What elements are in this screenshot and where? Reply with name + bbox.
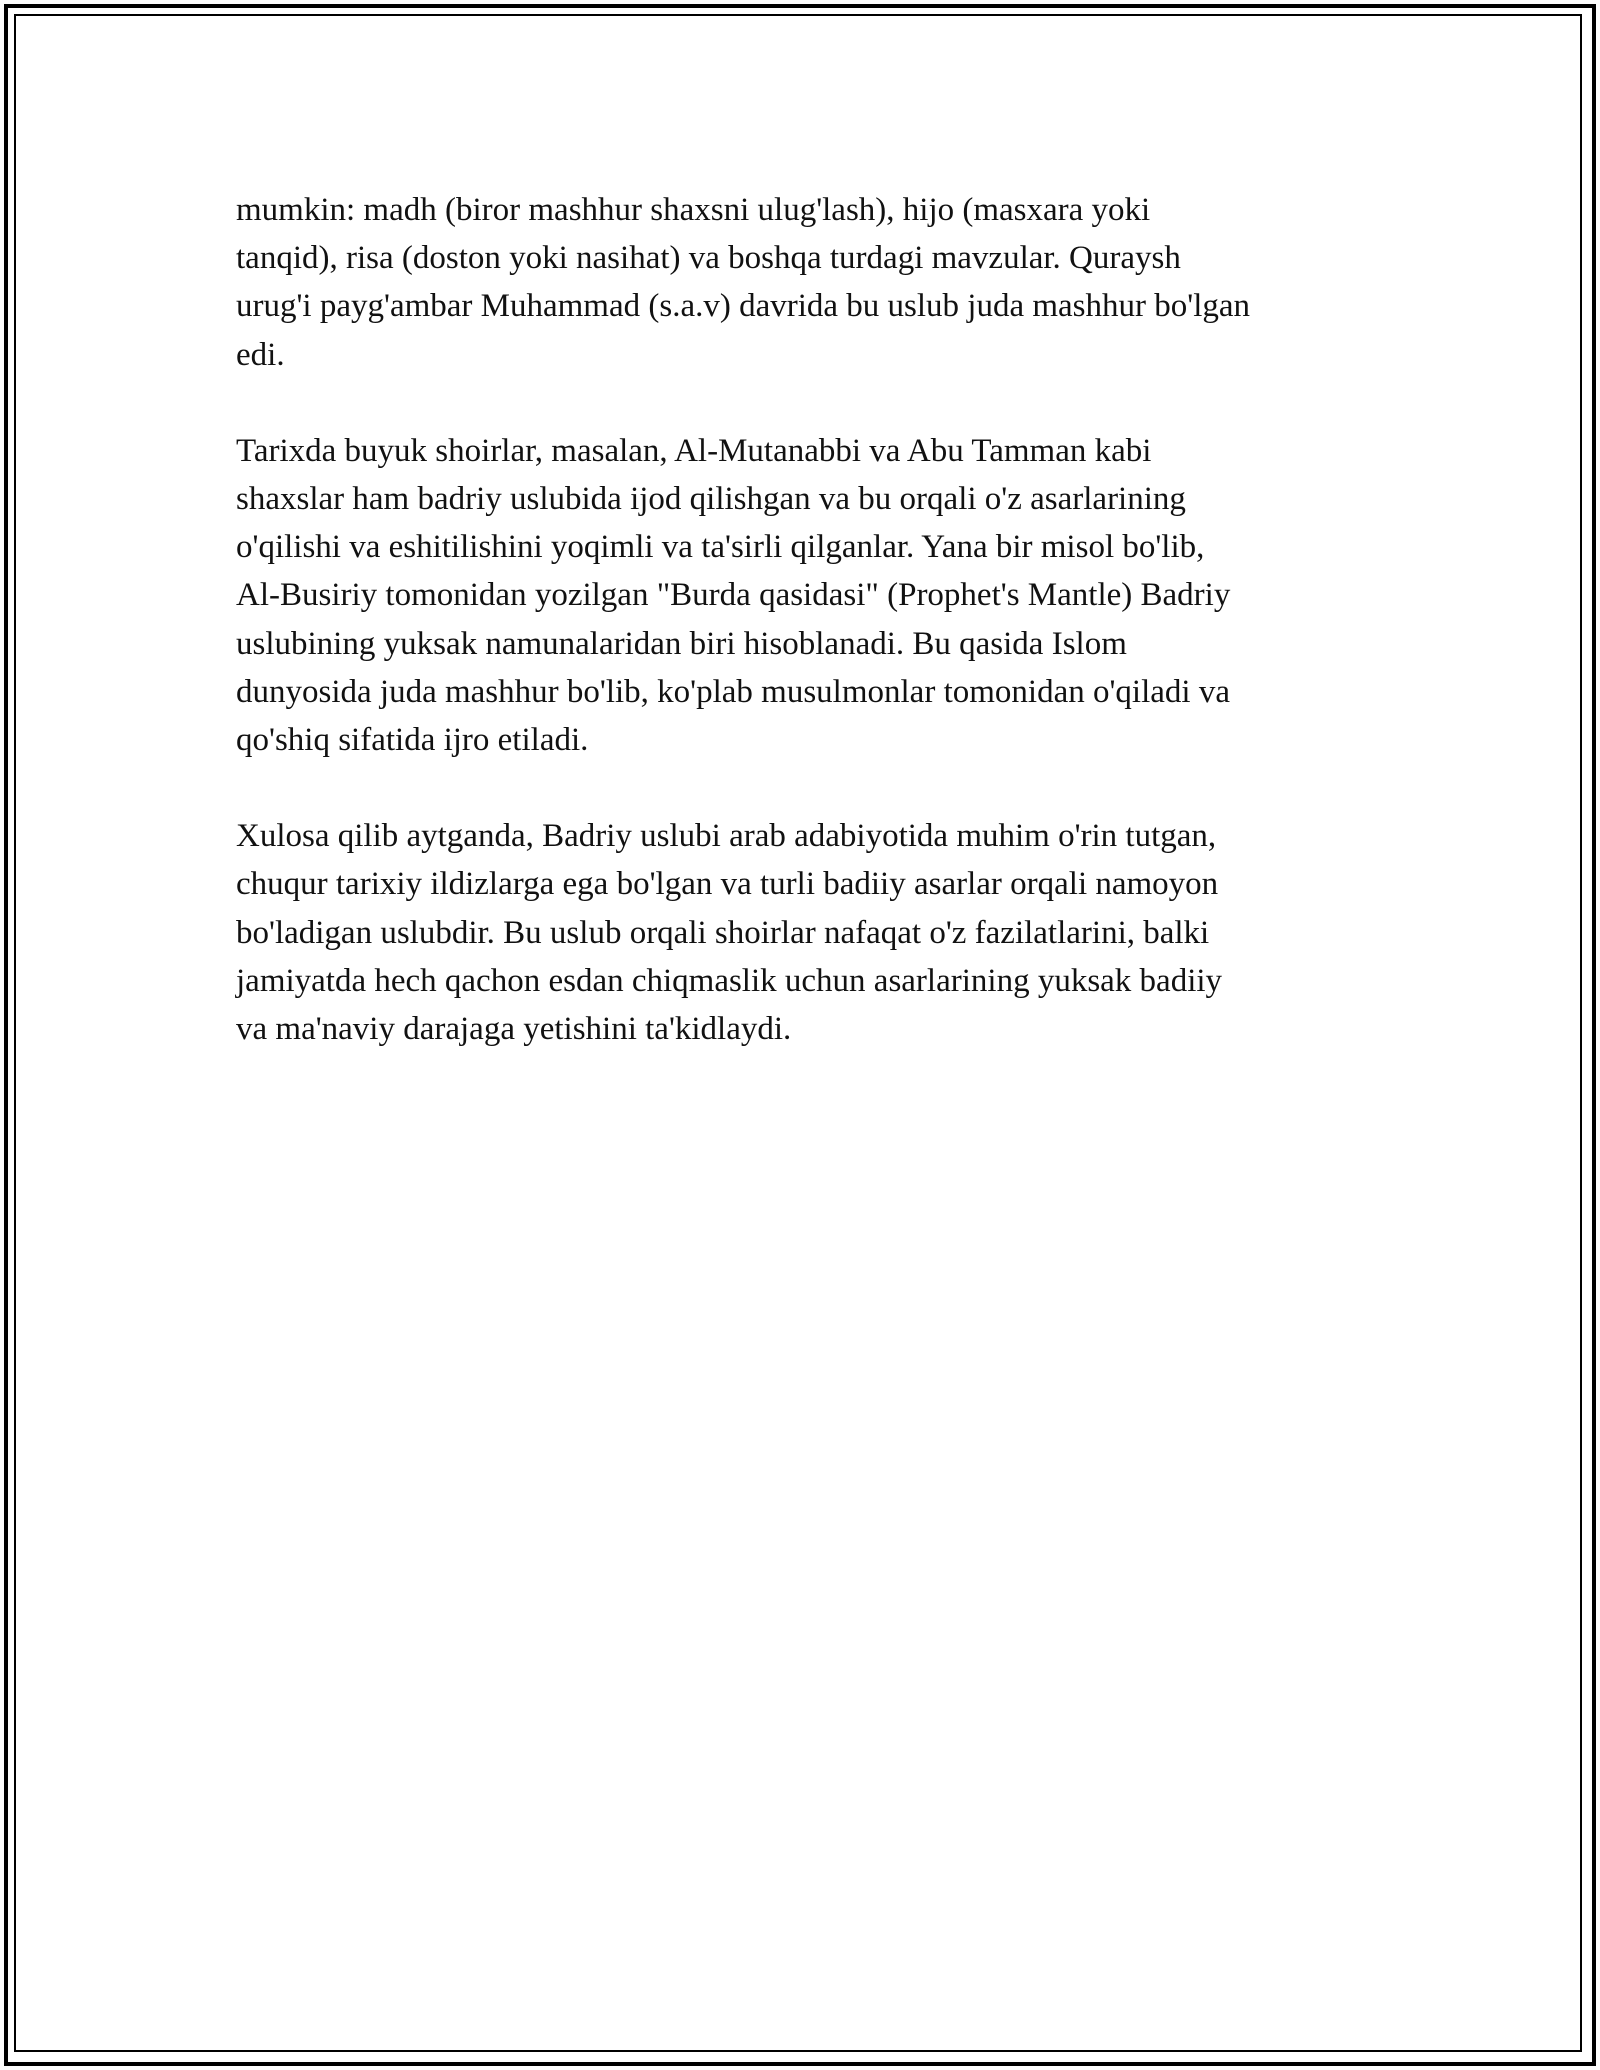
text-line: Tarixda buyuk shoirlar, masalan, Al-Mutanabbi va Abu Tamman kabi: [236, 432, 1152, 469]
document-body: [236, 186, 1366, 1101]
text-line: shaxslar ham badriy uslubida ijod qilishgan va bu orqali o'z asarlarining: [236, 481, 1186, 518]
text-line: Al-Busiriy tomonidan yozilgan "Burda qasidasi" (Prophet's Mantle) Badriy: [236, 577, 1231, 614]
text-line: mumkin: madh (biror mashhur shaxsni ulug'lash), hijo (masxara yoki: [236, 192, 1151, 228]
paragraph-1: [236, 186, 1366, 379]
paragraph-3: [236, 812, 1366, 1053]
text-line: qo'shiq sifatida ijro etiladi.: [236, 722, 589, 759]
text-line: Xulosa qilib aytganda, Badriy uslubi arab adabiyotida muhim o'rin tutgan,: [236, 818, 1217, 855]
text-line: urug'i payg'ambar Muhammad (s.a.v) davrida bu uslub juda mashhur bo'lgan: [236, 288, 1251, 325]
text-line: edi.: [236, 336, 285, 373]
text-line: tanqid), risa (doston yoki nasihat) va boshqa turdagi mavzular. Quraysh: [236, 240, 1181, 277]
paragraph-2: [236, 427, 1366, 764]
text-line: o'qilishi va eshitilishini yoqimli va ta'sirli qilganlar. Yana bir misol bo'lib,: [236, 529, 1205, 566]
text-line: va ma'naviy darajaga yetishini ta'kidlaydi.: [236, 1011, 792, 1048]
text-line: jamiyatda hech qachon esdan chiqmaslik uchun asarlarining yuksak badiiy: [236, 962, 1223, 999]
text-line: bo'ladigan uslubdir. Bu uslub orqali shoirlar nafaqat o'z fazilatlarini, balki: [236, 914, 1210, 951]
text-line: dunyosida juda mashhur bo'lib, ko'plab musulmonlar tomonidan o'qiladi va: [236, 673, 1230, 710]
text-line: chuqur tarixiy ildizlarga ega bo'lgan va turli badiiy asarlar orqali namoyon: [236, 866, 1219, 903]
text-line: uslubining yuksak namunalaridan biri hisoblanadi. Bu qasida Islom: [236, 625, 1127, 662]
